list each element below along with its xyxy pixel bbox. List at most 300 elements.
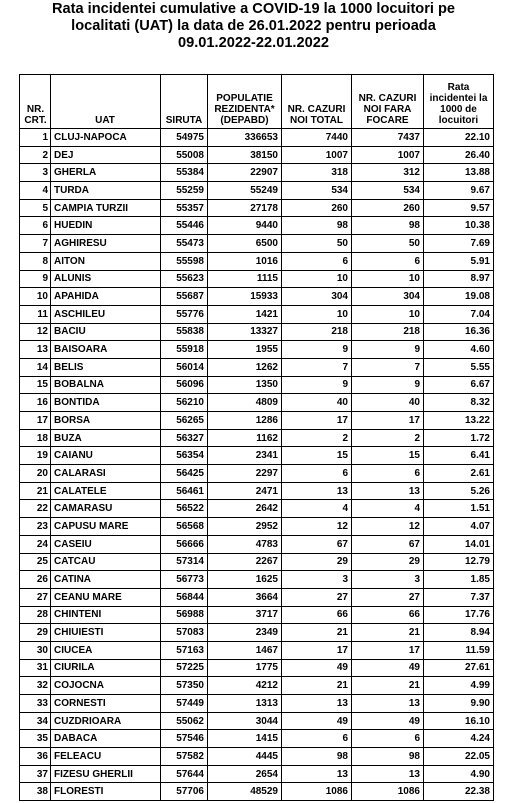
cell-cazuri-fara-focare: 98 xyxy=(352,217,424,235)
table-row xyxy=(20,765,494,783)
cell-siruta: 55776 xyxy=(161,305,208,323)
table-row xyxy=(20,465,494,483)
cell-siruta: 57644 xyxy=(161,765,208,783)
cell-rata: 9.57 xyxy=(424,199,494,217)
cell-uat: AGHIRESU xyxy=(51,235,161,253)
cell-cazuri-fara-focare: 15 xyxy=(352,447,424,465)
table-row xyxy=(20,730,494,748)
cell-populatie: 1775 xyxy=(208,659,282,677)
cell-populatie: 3044 xyxy=(208,712,282,730)
table-row xyxy=(20,129,494,147)
cell-populatie: 1467 xyxy=(208,641,282,659)
table-row xyxy=(20,695,494,713)
cell-cazuri-total: 13 xyxy=(282,482,352,500)
cell-uat: APAHIDA xyxy=(51,288,161,306)
cell-uat: CATCAU xyxy=(51,553,161,571)
cell-cazuri-fara-focare: 3 xyxy=(352,571,424,589)
cell-populatie: 1421 xyxy=(208,305,282,323)
cell-cazuri-total: 98 xyxy=(282,217,352,235)
cell-nr: 1 xyxy=(20,129,51,147)
cell-populatie: 13327 xyxy=(208,323,282,341)
cell-populatie: 55249 xyxy=(208,182,282,200)
cell-populatie: 48529 xyxy=(208,783,282,801)
cell-uat: DEJ xyxy=(51,146,161,164)
header-populatie: POPULATIE REZIDENTA* (DEPABD) xyxy=(208,75,282,129)
cell-siruta: 57706 xyxy=(161,783,208,801)
cell-cazuri-fara-focare: 6 xyxy=(352,465,424,483)
table-row xyxy=(20,606,494,624)
cell-populatie: 38150 xyxy=(208,146,282,164)
cell-populatie: 2654 xyxy=(208,765,282,783)
cell-nr: 29 xyxy=(20,624,51,642)
cell-cazuri-total: 7440 xyxy=(282,129,352,147)
cell-cazuri-fara-focare: 49 xyxy=(352,659,424,677)
cell-populatie: 2297 xyxy=(208,465,282,483)
cell-nr: 15 xyxy=(20,376,51,394)
table-row xyxy=(20,500,494,518)
cell-nr: 19 xyxy=(20,447,51,465)
cell-cazuri-fara-focare: 49 xyxy=(352,712,424,730)
table-row xyxy=(20,429,494,447)
cell-rata: 6.67 xyxy=(424,376,494,394)
table-row xyxy=(20,146,494,164)
cell-uat: HUEDIN xyxy=(51,217,161,235)
cell-cazuri-fara-focare: 534 xyxy=(352,182,424,200)
cell-siruta: 56844 xyxy=(161,588,208,606)
cell-cazuri-fara-focare: 13 xyxy=(352,482,424,500)
table-row xyxy=(20,624,494,642)
cell-cazuri-total: 304 xyxy=(282,288,352,306)
title-line-3: 09.01.2022-22.01.2022 xyxy=(178,35,329,51)
cell-rata: 5.26 xyxy=(424,482,494,500)
cell-cazuri-fara-focare: 1086 xyxy=(352,783,424,801)
cell-populatie: 4783 xyxy=(208,535,282,553)
cell-cazuri-total: 13 xyxy=(282,695,352,713)
cell-rata: 22.05 xyxy=(424,748,494,766)
cell-nr: 34 xyxy=(20,712,51,730)
cell-populatie: 2642 xyxy=(208,500,282,518)
cell-uat: CAPUSU MARE xyxy=(51,518,161,536)
header-rata: Rata incidentei la 1000 de locuitori xyxy=(424,75,494,129)
cell-siruta: 55446 xyxy=(161,217,208,235)
cell-cazuri-total: 40 xyxy=(282,394,352,412)
cell-nr: 32 xyxy=(20,677,51,695)
cell-uat: DABACA xyxy=(51,730,161,748)
cell-cazuri-fara-focare: 260 xyxy=(352,199,424,217)
cell-rata: 9.90 xyxy=(424,695,494,713)
cell-rata: 13.22 xyxy=(424,412,494,430)
table-row xyxy=(20,376,494,394)
cell-nr: 10 xyxy=(20,288,51,306)
cell-populatie: 1625 xyxy=(208,571,282,589)
table-row xyxy=(20,677,494,695)
cell-populatie: 1016 xyxy=(208,252,282,270)
cell-rata: 14.01 xyxy=(424,535,494,553)
cell-rata: 4.24 xyxy=(424,730,494,748)
cell-cazuri-fara-focare: 304 xyxy=(352,288,424,306)
cell-populatie: 2349 xyxy=(208,624,282,642)
cell-uat: FELEACU xyxy=(51,748,161,766)
cell-uat: CALARASI xyxy=(51,465,161,483)
cell-populatie: 1313 xyxy=(208,695,282,713)
cell-cazuri-total: 10 xyxy=(282,305,352,323)
cell-rata: 1.72 xyxy=(424,429,494,447)
cell-cazuri-total: 260 xyxy=(282,199,352,217)
cell-rata: 12.79 xyxy=(424,553,494,571)
cell-rata: 10.38 xyxy=(424,217,494,235)
incidence-table xyxy=(19,74,494,801)
cell-populatie: 9440 xyxy=(208,217,282,235)
cell-rata: 17.76 xyxy=(424,606,494,624)
cell-nr: 18 xyxy=(20,429,51,447)
cell-cazuri-total: 2 xyxy=(282,429,352,447)
cell-cazuri-total: 1007 xyxy=(282,146,352,164)
cell-uat: COJOCNA xyxy=(51,677,161,695)
cell-populatie: 15933 xyxy=(208,288,282,306)
cell-siruta: 56568 xyxy=(161,518,208,536)
cell-rata: 8.97 xyxy=(424,270,494,288)
table-row xyxy=(20,553,494,571)
cell-uat: GHERLA xyxy=(51,164,161,182)
cell-nr: 21 xyxy=(20,482,51,500)
cell-cazuri-fara-focare: 10 xyxy=(352,270,424,288)
cell-uat: BAISOARA xyxy=(51,341,161,359)
cell-nr: 4 xyxy=(20,182,51,200)
cell-rata: 6.41 xyxy=(424,447,494,465)
cell-populatie: 1415 xyxy=(208,730,282,748)
table-row xyxy=(20,288,494,306)
table-row xyxy=(20,712,494,730)
cell-siruta: 57163 xyxy=(161,641,208,659)
cell-rata: 8.32 xyxy=(424,394,494,412)
cell-siruta: 56461 xyxy=(161,482,208,500)
cell-populatie: 1115 xyxy=(208,270,282,288)
cell-rata: 1.85 xyxy=(424,571,494,589)
cell-rata: 7.04 xyxy=(424,305,494,323)
cell-uat: CEANU MARE xyxy=(51,588,161,606)
cell-siruta: 55623 xyxy=(161,270,208,288)
cell-nr: 24 xyxy=(20,535,51,553)
cell-siruta: 55062 xyxy=(161,712,208,730)
cell-uat: CAMPIA TURZII xyxy=(51,199,161,217)
table-row xyxy=(20,270,494,288)
cell-uat: BACIU xyxy=(51,323,161,341)
cell-uat: CUZDRIOARA xyxy=(51,712,161,730)
cell-siruta: 55687 xyxy=(161,288,208,306)
cell-nr: 2 xyxy=(20,146,51,164)
cell-rata: 16.36 xyxy=(424,323,494,341)
table-body xyxy=(20,129,494,801)
cell-siruta: 56014 xyxy=(161,358,208,376)
cell-siruta: 55473 xyxy=(161,235,208,253)
cell-rata: 13.88 xyxy=(424,164,494,182)
cell-rata: 19.08 xyxy=(424,288,494,306)
cell-uat: BELIS xyxy=(51,358,161,376)
cell-siruta: 55008 xyxy=(161,146,208,164)
cell-rata: 4.90 xyxy=(424,765,494,783)
cell-siruta: 56988 xyxy=(161,606,208,624)
cell-uat: CAIANU xyxy=(51,447,161,465)
cell-cazuri-fara-focare: 13 xyxy=(352,695,424,713)
cell-populatie: 22907 xyxy=(208,164,282,182)
table-row xyxy=(20,217,494,235)
table-row xyxy=(20,588,494,606)
cell-cazuri-fara-focare: 17 xyxy=(352,412,424,430)
cell-nr: 33 xyxy=(20,695,51,713)
cell-cazuri-total: 49 xyxy=(282,659,352,677)
cell-populatie: 1262 xyxy=(208,358,282,376)
cell-siruta: 56666 xyxy=(161,535,208,553)
cell-cazuri-fara-focare: 12 xyxy=(352,518,424,536)
cell-uat: TURDA xyxy=(51,182,161,200)
cell-rata: 2.61 xyxy=(424,465,494,483)
cell-nr: 5 xyxy=(20,199,51,217)
cell-uat: CORNESTI xyxy=(51,695,161,713)
cell-uat: CATINA xyxy=(51,571,161,589)
cell-uat: FIZESU GHERLII xyxy=(51,765,161,783)
cell-uat: BORSA xyxy=(51,412,161,430)
cell-cazuri-fara-focare: 9 xyxy=(352,341,424,359)
title-line-1: Rata incidentei cumulative a COVID-19 la 1000 locuitori pe xyxy=(51,1,456,17)
cell-siruta: 55384 xyxy=(161,164,208,182)
cell-uat: CALATELE xyxy=(51,482,161,500)
cell-rata: 16.10 xyxy=(424,712,494,730)
cell-rata: 8.94 xyxy=(424,624,494,642)
cell-cazuri-fara-focare: 4 xyxy=(352,500,424,518)
cell-rata: 4.07 xyxy=(424,518,494,536)
cell-populatie: 2471 xyxy=(208,482,282,500)
table-row xyxy=(20,641,494,659)
cell-nr: 30 xyxy=(20,641,51,659)
cell-siruta: 56522 xyxy=(161,500,208,518)
cell-rata: 22.38 xyxy=(424,783,494,801)
cell-cazuri-total: 6 xyxy=(282,730,352,748)
cell-populatie: 3717 xyxy=(208,606,282,624)
cell-rata: 26.40 xyxy=(424,146,494,164)
cell-populatie: 4445 xyxy=(208,748,282,766)
cell-siruta: 56773 xyxy=(161,571,208,589)
cell-nr: 7 xyxy=(20,235,51,253)
cell-cazuri-total: 49 xyxy=(282,712,352,730)
cell-nr: 31 xyxy=(20,659,51,677)
cell-rata: 4.99 xyxy=(424,677,494,695)
cell-cazuri-fara-focare: 67 xyxy=(352,535,424,553)
cell-cazuri-total: 67 xyxy=(282,535,352,553)
cell-nr: 36 xyxy=(20,748,51,766)
cell-uat: ALUNIS xyxy=(51,270,161,288)
cell-cazuri-fara-focare: 21 xyxy=(352,624,424,642)
cell-populatie: 4809 xyxy=(208,394,282,412)
cell-uat: ASCHILEU xyxy=(51,305,161,323)
cell-cazuri-total: 7 xyxy=(282,358,352,376)
cell-cazuri-total: 21 xyxy=(282,624,352,642)
cell-populatie: 336653 xyxy=(208,129,282,147)
table-row xyxy=(20,235,494,253)
header-siruta: SIRUTA xyxy=(161,75,208,129)
cell-cazuri-total: 3 xyxy=(282,571,352,589)
table-row xyxy=(20,659,494,677)
cell-uat: FLORESTI xyxy=(51,783,161,801)
table-row xyxy=(20,748,494,766)
cell-nr: 12 xyxy=(20,323,51,341)
cell-uat: CHINTENI xyxy=(51,606,161,624)
cell-nr: 3 xyxy=(20,164,51,182)
cell-siruta: 55357 xyxy=(161,199,208,217)
cell-siruta: 55838 xyxy=(161,323,208,341)
table-header-row xyxy=(20,75,494,129)
cell-nr: 13 xyxy=(20,341,51,359)
cell-uat: BONTIDA xyxy=(51,394,161,412)
cell-populatie: 2267 xyxy=(208,553,282,571)
cell-nr: 17 xyxy=(20,412,51,430)
cell-siruta: 56265 xyxy=(161,412,208,430)
table-row xyxy=(20,571,494,589)
cell-siruta: 56327 xyxy=(161,429,208,447)
cell-cazuri-fara-focare: 40 xyxy=(352,394,424,412)
cell-cazuri-total: 1086 xyxy=(282,783,352,801)
table-row xyxy=(20,447,494,465)
cell-cazuri-fara-focare: 312 xyxy=(352,164,424,182)
table-row xyxy=(20,535,494,553)
cell-populatie: 6500 xyxy=(208,235,282,253)
cell-populatie: 3664 xyxy=(208,588,282,606)
table-row xyxy=(20,783,494,801)
table-row xyxy=(20,305,494,323)
cell-siruta: 57314 xyxy=(161,553,208,571)
cell-siruta: 54975 xyxy=(161,129,208,147)
cell-populatie: 1162 xyxy=(208,429,282,447)
cell-cazuri-total: 66 xyxy=(282,606,352,624)
cell-rata: 27.61 xyxy=(424,659,494,677)
table-row xyxy=(20,358,494,376)
cell-cazuri-total: 318 xyxy=(282,164,352,182)
cell-nr: 38 xyxy=(20,783,51,801)
cell-cazuri-total: 534 xyxy=(282,182,352,200)
cell-cazuri-total: 29 xyxy=(282,553,352,571)
cell-nr: 23 xyxy=(20,518,51,536)
cell-nr: 8 xyxy=(20,252,51,270)
table-row xyxy=(20,518,494,536)
table-row xyxy=(20,341,494,359)
cell-siruta: 56425 xyxy=(161,465,208,483)
cell-nr: 9 xyxy=(20,270,51,288)
cell-cazuri-fara-focare: 27 xyxy=(352,588,424,606)
cell-siruta: 55918 xyxy=(161,341,208,359)
cell-nr: 16 xyxy=(20,394,51,412)
cell-rata: 7.69 xyxy=(424,235,494,253)
cell-siruta: 57582 xyxy=(161,748,208,766)
cell-cazuri-total: 9 xyxy=(282,341,352,359)
cell-siruta: 55259 xyxy=(161,182,208,200)
cell-nr: 27 xyxy=(20,588,51,606)
cell-uat: CASEIU xyxy=(51,535,161,553)
header-nr: NR. CRT. xyxy=(20,75,51,129)
table-row xyxy=(20,323,494,341)
cell-nr: 25 xyxy=(20,553,51,571)
cell-uat: CHIUIESTI xyxy=(51,624,161,642)
cell-siruta: 57350 xyxy=(161,677,208,695)
cell-cazuri-total: 15 xyxy=(282,447,352,465)
cell-populatie: 4212 xyxy=(208,677,282,695)
cell-siruta: 57225 xyxy=(161,659,208,677)
cell-cazuri-fara-focare: 13 xyxy=(352,765,424,783)
table-row xyxy=(20,482,494,500)
cell-nr: 6 xyxy=(20,217,51,235)
cell-nr: 22 xyxy=(20,500,51,518)
cell-uat: BUZA xyxy=(51,429,161,447)
cell-populatie: 1955 xyxy=(208,341,282,359)
cell-populatie: 2341 xyxy=(208,447,282,465)
cell-cazuri-fara-focare: 17 xyxy=(352,641,424,659)
cell-cazuri-total: 6 xyxy=(282,465,352,483)
cell-cazuri-fara-focare: 21 xyxy=(352,677,424,695)
cell-nr: 26 xyxy=(20,571,51,589)
table-row xyxy=(20,252,494,270)
cell-nr: 14 xyxy=(20,358,51,376)
cell-nr: 28 xyxy=(20,606,51,624)
cell-rata: 7.37 xyxy=(424,588,494,606)
cell-rata: 5.55 xyxy=(424,358,494,376)
header-uat: UAT xyxy=(51,75,161,129)
cell-cazuri-fara-focare: 10 xyxy=(352,305,424,323)
cell-siruta: 57449 xyxy=(161,695,208,713)
cell-rata: 4.60 xyxy=(424,341,494,359)
cell-cazuri-fara-focare: 1007 xyxy=(352,146,424,164)
cell-cazuri-total: 218 xyxy=(282,323,352,341)
cell-uat: CIURILA xyxy=(51,659,161,677)
cell-populatie: 27178 xyxy=(208,199,282,217)
cell-cazuri-total: 10 xyxy=(282,270,352,288)
cell-cazuri-fara-focare: 9 xyxy=(352,376,424,394)
cell-rata: 1.51 xyxy=(424,500,494,518)
cell-rata: 5.91 xyxy=(424,252,494,270)
cell-nr: 11 xyxy=(20,305,51,323)
cell-cazuri-fara-focare: 29 xyxy=(352,553,424,571)
cell-siruta: 57546 xyxy=(161,730,208,748)
page-title xyxy=(0,1,507,52)
header-cazuri-total: NR. CAZURI NOI TOTAL xyxy=(282,75,352,129)
cell-cazuri-total: 9 xyxy=(282,376,352,394)
cell-cazuri-fara-focare: 2 xyxy=(352,429,424,447)
cell-cazuri-total: 13 xyxy=(282,765,352,783)
cell-cazuri-fara-focare: 66 xyxy=(352,606,424,624)
table-row xyxy=(20,394,494,412)
table-row xyxy=(20,164,494,182)
cell-rata: 9.67 xyxy=(424,182,494,200)
cell-rata: 11.59 xyxy=(424,641,494,659)
cell-siruta: 56096 xyxy=(161,376,208,394)
cell-uat: CIUCEA xyxy=(51,641,161,659)
table-row xyxy=(20,182,494,200)
cell-cazuri-total: 4 xyxy=(282,500,352,518)
cell-cazuri-fara-focare: 6 xyxy=(352,730,424,748)
cell-populatie: 2952 xyxy=(208,518,282,536)
table-row xyxy=(20,199,494,217)
cell-cazuri-total: 6 xyxy=(282,252,352,270)
cell-populatie: 1350 xyxy=(208,376,282,394)
cell-cazuri-total: 21 xyxy=(282,677,352,695)
cell-nr: 20 xyxy=(20,465,51,483)
cell-cazuri-fara-focare: 98 xyxy=(352,748,424,766)
cell-siruta: 56354 xyxy=(161,447,208,465)
cell-cazuri-total: 27 xyxy=(282,588,352,606)
cell-cazuri-fara-focare: 7 xyxy=(352,358,424,376)
header-cazuri-fara-focare: NR. CAZURI NOI FARA FOCARE xyxy=(352,75,424,129)
cell-cazuri-fara-focare: 7437 xyxy=(352,129,424,147)
cell-cazuri-total: 17 xyxy=(282,641,352,659)
cell-nr: 35 xyxy=(20,730,51,748)
cell-siruta: 56210 xyxy=(161,394,208,412)
